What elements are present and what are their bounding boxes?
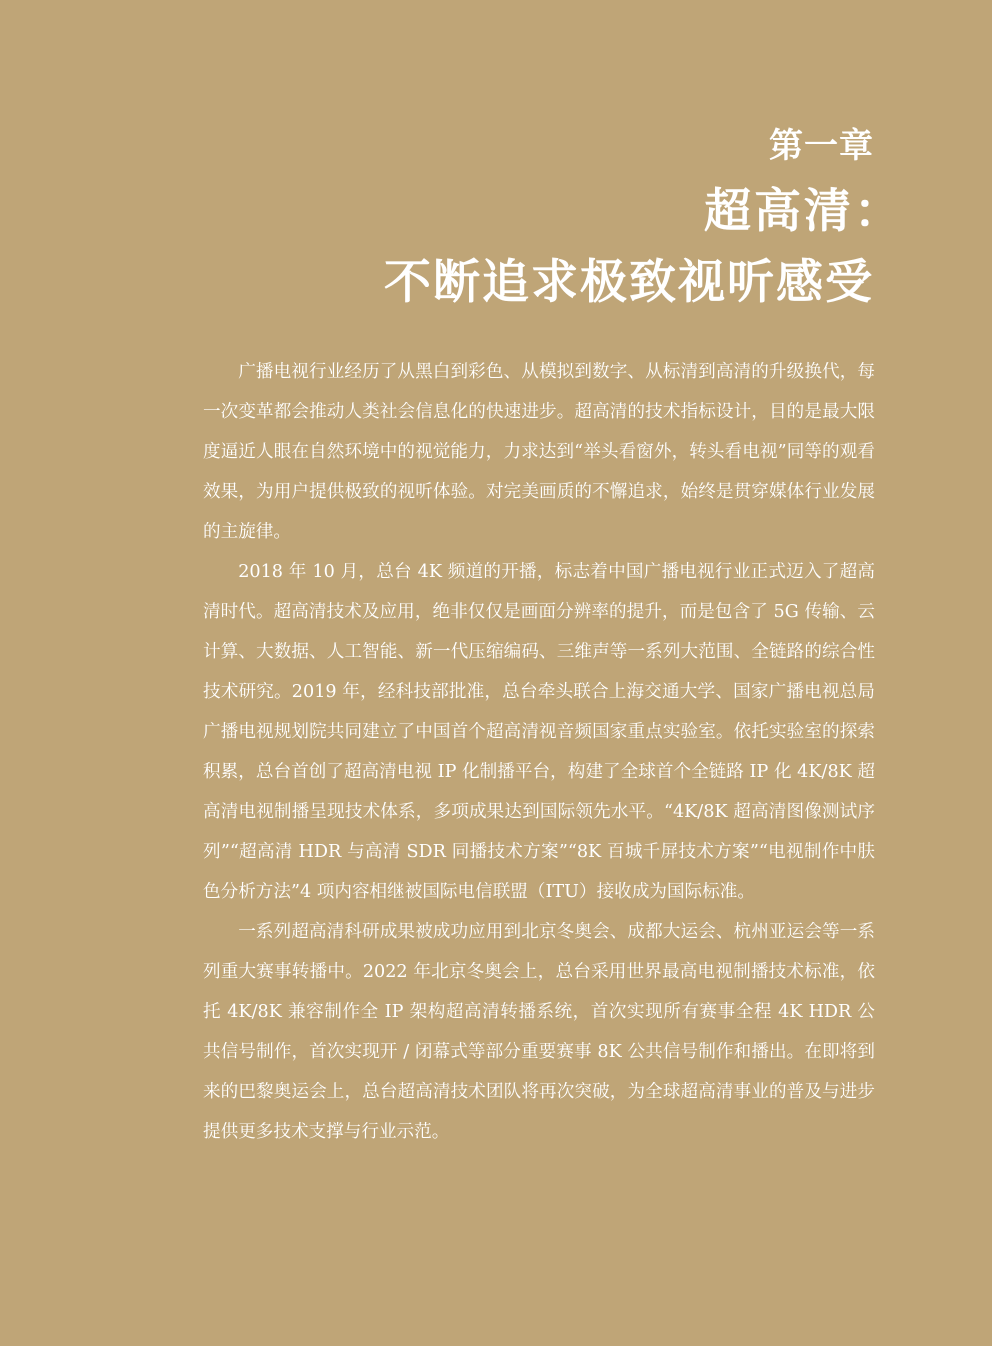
chapter-label: 第一章	[769, 126, 874, 166]
paragraph-2: 2018 年 10 月，总台 4K 频道的开播，标志着中国广播电视行业正式迈入了超高清时代。超高清技术及应用，绝非仅仅是画面分辨率的提升，而是包含了 5G 传输、云计算、大数据、人工智能、新一代压缩编码、三维声等一系列大范围、全链路的综合性技术研究。2019 年，经科技部批准，总台牵头联合上海交通大学、国家广播电视总局广播电视规划院共同建立了中国首个超高清视音频国家重点实验室。依托实验室的探索积累，总台首创了超高清电视 IP 化制播平台，构建了全球首个全链路 IP 化 4K/8K 超高清电视制播呈现技术体系，多项成果达到国际领先水平。“4K/8K 超高清图像测试序列”“超高清 HDR 与高清 SDR 同播技术方案”“8K 百城千屏技术方案”“电视制作中肤色分析方法”4 项内容相继被国际电信联盟（ITU）接收成为国际标准。	[203, 562, 875, 902]
body-text	[203, 352, 875, 1152]
paragraph-3: 一系列超高清科研成果被成功应用到北京冬奥会、成都大运会、杭州亚运会等一系列重大赛事转播中。2022 年北京冬奥会上，总台采用世界最高电视制播技术标准，依托 4K/8K 兼容制作全 IP 架构超高清转播系统，首次实现所有赛事全程 4K HDR 公共信号制作，首次实现开 / 闭幕式等部分重要赛事 8K 公共信号制作和播出。在即将到来的巴黎奥运会上，总台超高清技术团队将再次突破，为全球超高清事业的普及与进步提供更多技术支撑与行业示范。	[203, 922, 875, 1142]
chapter-title-line-2: 不断追求极致视听感受	[384, 255, 874, 310]
paragraph-1: 广播电视行业经历了从黑白到彩色、从模拟到数字、从标清到高清的升级换代，每一次变革都会推动人类社会信息化的快速进步。超高清的技术指标设计，目的是最大限度逼近人眼在自然环境中的视觉能力，力求达到“举头看窗外，转头看电视”同等的观看效果，为用户提供极致的视听体验。对完美画质的不懈追求，始终是贯穿媒体行业发展的主旋律。	[203, 362, 875, 542]
chapter-title-line-1: 超高清：	[704, 184, 904, 239]
